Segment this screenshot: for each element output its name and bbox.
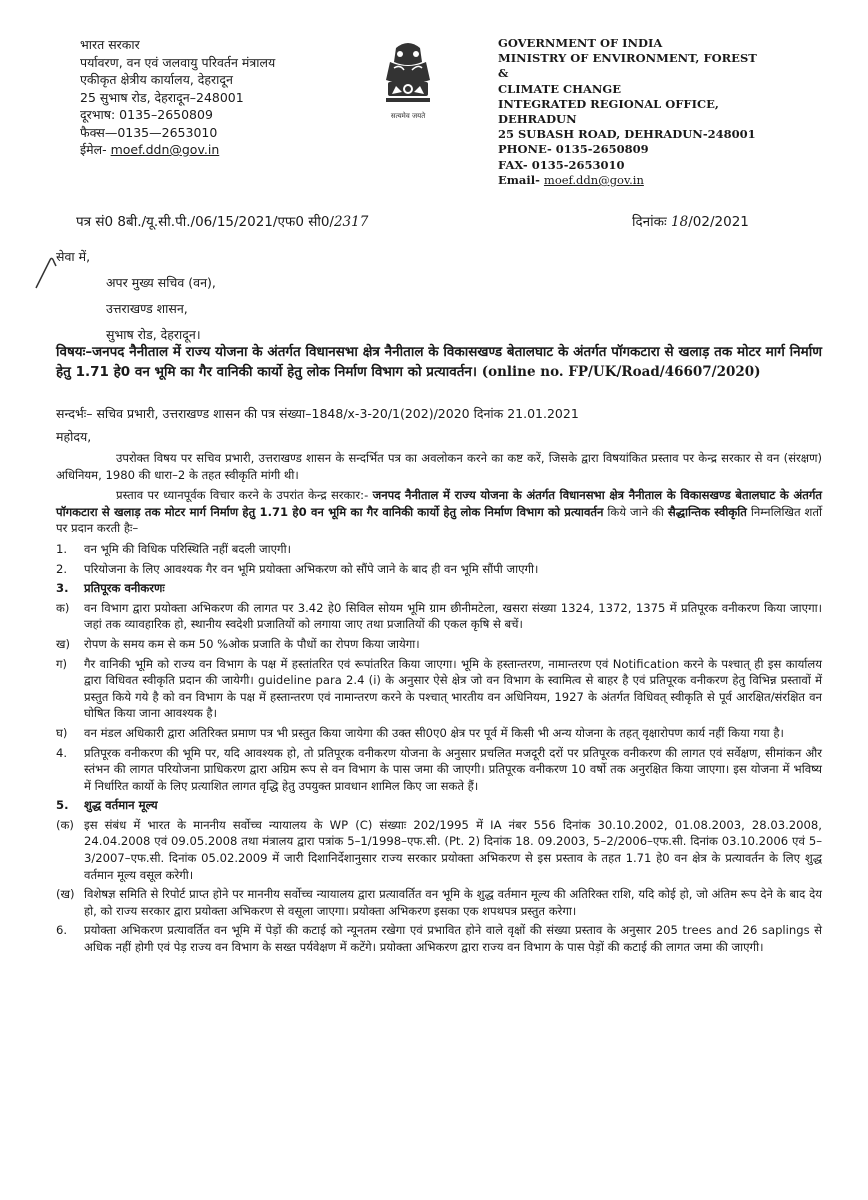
date-label: दिनांकः — [632, 214, 667, 230]
paragraph: उपरोक्त विषय पर सचिव प्रभारी, उत्तराखण्ड शासन के सन्दर्भित पत्र का अवलोकन करने का कष्ट करें, जिसके द्वारा विषयांकित प्रस्ताव पर केन्द्र सरकार से वन (संरक्षण) अधिनियम, 1980 की धारा–2 के तहत स्वीकृति मांगी थी। — [56, 451, 822, 482]
header-english-line: & — [498, 66, 509, 81]
condition-subitem — [56, 636, 822, 653]
item-text: वन मंडल अधिकारी द्वारा अतिरिक्त प्रमाण पत्र भी प्रस्तुत किया जायेगा की उक्त सी0ए0 क्षेत्र पर पूर्व में किसी भी अन्य योजना के तहत् वृक्षारोपण कार्य नहीं किया गया है। — [84, 725, 784, 740]
para2-mid: किये जाने की — [607, 504, 664, 519]
condition-subitem — [56, 817, 822, 883]
para2-end: निम्नलिखित शर्तो पर प्रदान करती हैः– — [56, 504, 823, 536]
recipient-address — [56, 244, 216, 348]
letter-body — [56, 450, 822, 959]
item-text: विशेषज्ञ समिति से रिपोर्ट प्राप्त होने पर माननीय सर्वोच्च न्यायालय द्वारा प्रत्यावर्तित वन भूमि के शुद्ध वर्तमान मूल्य की अतिरिक्त राशि, यदि कोई हो, जो अंतिम रूप देने के बाद देय हो, को राज्य सरकार द्वारा प्रयोक्ता अभिकरण से वसूला जाएगा। प्रयोक्ता अभिकरण इसका एक शपथपत्र प्रस्तुत करेगा। — [84, 887, 822, 918]
address-line: अपर मुख्य सचिव (वन), — [106, 275, 216, 290]
header-hindi-line: 25 सुभाष रोड, देहरादून–248001 — [80, 89, 244, 105]
header-hindi-line: दूरभाष: 0135–2650809 — [80, 107, 213, 122]
subject — [56, 342, 822, 382]
item-number: घ) — [56, 725, 68, 740]
subject-text: जनपद नैनीताल में राज्य योजना के अंतर्गत विधानसभा क्षेत्र नैनीताल के विकासखण्ड बेतालघाट के अंतर्गत पॉगकटारा से खलाड़ तक मोटर मार्ग निर्माण हेतु 1.71 हे0 वन भूमि का गैर वानिकी कार्यो हेतु लोक निर्माण विभाग को प्रत्यावर्तन। — [56, 344, 822, 380]
header-hindi-line: फैक्स—0135—2653010 — [80, 124, 218, 140]
item-number: ख) — [56, 636, 71, 651]
header-english-line: 25 SUBASH ROAD, DEHRADUN-248001 — [498, 127, 756, 142]
condition-subitem — [56, 886, 822, 919]
header-english — [498, 36, 858, 188]
condition-subitem — [56, 600, 822, 633]
header-english-line: PHONE- 0135-2650809 — [498, 142, 649, 157]
item-number: 4. — [56, 745, 68, 760]
header-english-email-row — [498, 173, 858, 188]
item-text: प्रतिपूरक वनीकरण की भूमि पर, यदि आवश्यक हो, तो प्रतिपूरक वनीकरण योजना के अनुसार प्रचलित मजदूरी दरों पर प्रतिपूरक वनीकरण की लागत एवं सर्वेक्षण, सीमांकन और स्तंभन की लागत परियोजना प्राधिकरण द्वारा अग्रिम रूप से वन विभाग के पास जमा की जाएगी। प्रतिपूरक वनीकरण 10 वर्षो तक अनुरक्षित किया जाएगा। इस योजना में भविष्य में निर्धारित कार्यो के लिए प्रत्याशित लागत वृद्धि हेतु उपयुक्त प्रावधान शामिल किए जा सकते हैं। — [84, 745, 822, 793]
email-link[interactable]: moef.ddn@gov.in — [110, 142, 220, 157]
item-text: इस संबंध में भारत के माननीय सर्वोच्च न्यायालय के WP (C) संख्याः 202/1995 में IA नंबर 556 दिनांक 30.10.2002, 01.08.2003, 28.03.2008, 24.04.2008 एवं 09.05.2008 तथा मंत्रालय द्वारा पत्रांक 5–1/1998–एफ.सी. (Pt. 2) दिनांक 18. 09.2003, 5–2/2006–एफ.सी. दिनांक 03.10.2006 एवं 5–3/2007–एफ.सी. दिनांक 05.02.2009 में जारी दिशानिर्देशानुसार राज्य सरकार प्रयोक्ता अभिकरण से इस प्रस्ताव के तहत 1.71 हे0 वन क्षेत्र के प्रत्यावर्तन के लिए शुद्ध वर्तमान मूल्य वसूल करेगी। — [84, 817, 822, 882]
paragraph — [56, 487, 822, 537]
date-rest: /02/2021 — [688, 214, 749, 230]
item-number: (क) — [56, 817, 74, 832]
item-number: क) — [56, 600, 70, 615]
item-number: (ख) — [56, 887, 75, 902]
subject-online-number: (online no. FP/UK/Road/46607/2020) — [481, 364, 761, 380]
address-line: सुभाष रोड, देहरादून। — [106, 327, 201, 342]
header-english-line: FAX- 0135-2653010 — [498, 157, 625, 172]
item-number: ग) — [56, 656, 68, 671]
header-hindi-line: भारत सरकार — [80, 37, 140, 52]
condition-heading — [56, 580, 822, 597]
item-number: 5. — [56, 798, 69, 813]
header-english-line: CLIMATE CHANGE — [498, 81, 622, 96]
reference-number — [76, 212, 368, 230]
letter-date — [632, 212, 749, 230]
salutation: महोदय, — [56, 429, 92, 444]
seva-mein: सेवा में, — [56, 249, 91, 264]
email-label: ईमेल- — [80, 142, 107, 157]
item-number: 6. — [56, 923, 68, 938]
item-text: वन विभाग द्वारा प्रयोक्ता अभिकरण की लागत पर 3.42 हे0 सिविल सोयम भूमि ग्राम छीनीमटेला, खसरा संख्या 1324, 1372, 1375 में प्रतिपूरक वनीकरण किया जाएगा। जहां तक व्यावहारिक हो, स्थानीय स्वदेशी प्रजातियों को लगाया जाए तथा प्रजातियों की एकल कृषि से बचें। — [84, 600, 822, 632]
condition-item — [56, 561, 822, 578]
condition-subitem — [56, 725, 822, 742]
condition-subitem — [56, 656, 822, 722]
reference-context: सन्दर्भः– सचिव प्रभारी, उत्तराखण्ड शासन की पत्र संख्या–1848/x-3-20/1(202)/2020 दिनांक 21.01.2021 — [56, 406, 579, 421]
para2-start: प्रस्ताव पर ध्यानपूर्वक विचार करने के उपरांत केन्द्र सरकार:- — [116, 488, 369, 503]
condition-item — [56, 745, 822, 795]
email-link[interactable]: moef.ddn@gov.in — [543, 172, 644, 187]
address-line: उत्तराखण्ड शासन, — [106, 301, 188, 316]
header-hindi-line: पर्यावरण, वन एवं जलवायु परिवर्तन मंत्रालय — [80, 54, 276, 70]
item-number: 2. — [56, 561, 68, 576]
item-text: प्रतिपूरक वनीकरणः — [84, 581, 165, 596]
item-text: शुद्ध वर्तमान मूल्य — [84, 798, 158, 813]
item-text: रोपण के समय कम से कम 50 %ओक प्रजाति के पौधों का रोपण किया जायेगा। — [84, 636, 420, 651]
date-handwritten-day: 18 — [671, 214, 689, 230]
item-text: प्रयोक्ता अभिकरण प्रत्यावर्तित वन भूमि में पेड़ों की कटाई को न्यूनतम रखेगा एवं प्रभावित होने वाले वृक्षों की संख्या प्रस्ताव के अनुसार 205 trees and 26 saplings से अधिक नहीं होगी एवं पेड़ राज्य वन विभाग के सख्त पर्यवेक्षण में कटेंगे। प्रयोक्ता अभिकरण द्वारा राज्य वन विभाग के पास पेड़ों की कटाई की लागत जमा की जाएगी। — [84, 923, 822, 955]
condition-heading — [56, 797, 822, 814]
item-number: 1. — [56, 541, 68, 556]
header-english-line: DEHRADUN — [498, 112, 577, 127]
item-text: परियोजना के लिए आवश्यक गैर वन भूमि प्रयोक्ता अभिकरण को सौंपे जाने के बाद ही वन भूमि सौंपी जाएगी। — [84, 561, 539, 576]
national-emblem-icon — [366, 38, 450, 128]
reference-prefix: पत्र सं0 8बी./यू.सी.पी./06/15/2021/एफ0 सी0/ — [76, 214, 334, 230]
item-number: 3. — [56, 581, 69, 596]
header-hindi-line: एकीकृत क्षेत्रीय कार्यालय, देहरादून — [80, 72, 233, 87]
para2-bold: जनपद नैनीताल में राज्य योजना के अंतर्गत विधानसभा क्षेत्र नैनीताल के विकासखण्ड बेतालघाट के अंतर्गत पॉगकटारा से खलाड़ तक मोटर मार्ग निर्माण हेतु 1.71 हे0 वन भूमि का गैर वानिकी कार्यो हेतु लोक निर्माण विभाग को प्रत्यावर्तन — [56, 488, 822, 519]
condition-item — [56, 541, 822, 558]
item-text: गैर वानिकी भूमि को राज्य वन विभाग के पक्ष में हस्तांतरित एवं रूपांतरित किया जाएगा। भूमि के हस्तान्तरण, नामान्तरण एवं Notification करने के पश्चात् ही इस कार्यालय द्वारा विधिवत स्वीकृति प्रदान की जायेगी। guideline para 2.4 (i) के अनुसार ऐसे क्षेत्र जो वन विभाग के स्वामित्व से बाहर है एवं प्रतिपूरक वनीकरण हेतु विभिन्न प्रस्तावों में प्रस्तुत किये गये है को वन विभाग के पक्ष में हस्तान्तरण एवं नामान्तरण करने के पश्चात् भारतीय वन अधिनियम, 1927 के अंतर्गत विधिवत् स्वीकृति से पूर्व आरक्षित/संरक्षित वन घोषित किया जाना आवश्यक है। — [84, 656, 822, 721]
header-english-line: GOVERNMENT OF INDIA — [498, 36, 663, 50]
reference-handwritten-number: 2317 — [333, 214, 369, 230]
para2-bold2: सैद्धान्तिक स्वीकृति — [667, 504, 747, 519]
subject-label: विषयः– — [56, 344, 93, 360]
header-hindi — [80, 36, 380, 159]
header-english-line: MINISTRY OF ENVIRONMENT, FOREST — [498, 51, 757, 66]
header-english-line: INTEGRATED REGIONAL OFFICE, — [498, 96, 719, 111]
condition-item — [56, 922, 822, 955]
header-hindi-email-row — [80, 141, 380, 159]
emblem-caption: सत्यमेव जयते — [390, 112, 426, 120]
item-text: वन भूमि की विधिक परिस्थिति नहीं बदली जाएगी। — [84, 541, 291, 556]
email-label: Email- — [498, 172, 540, 187]
